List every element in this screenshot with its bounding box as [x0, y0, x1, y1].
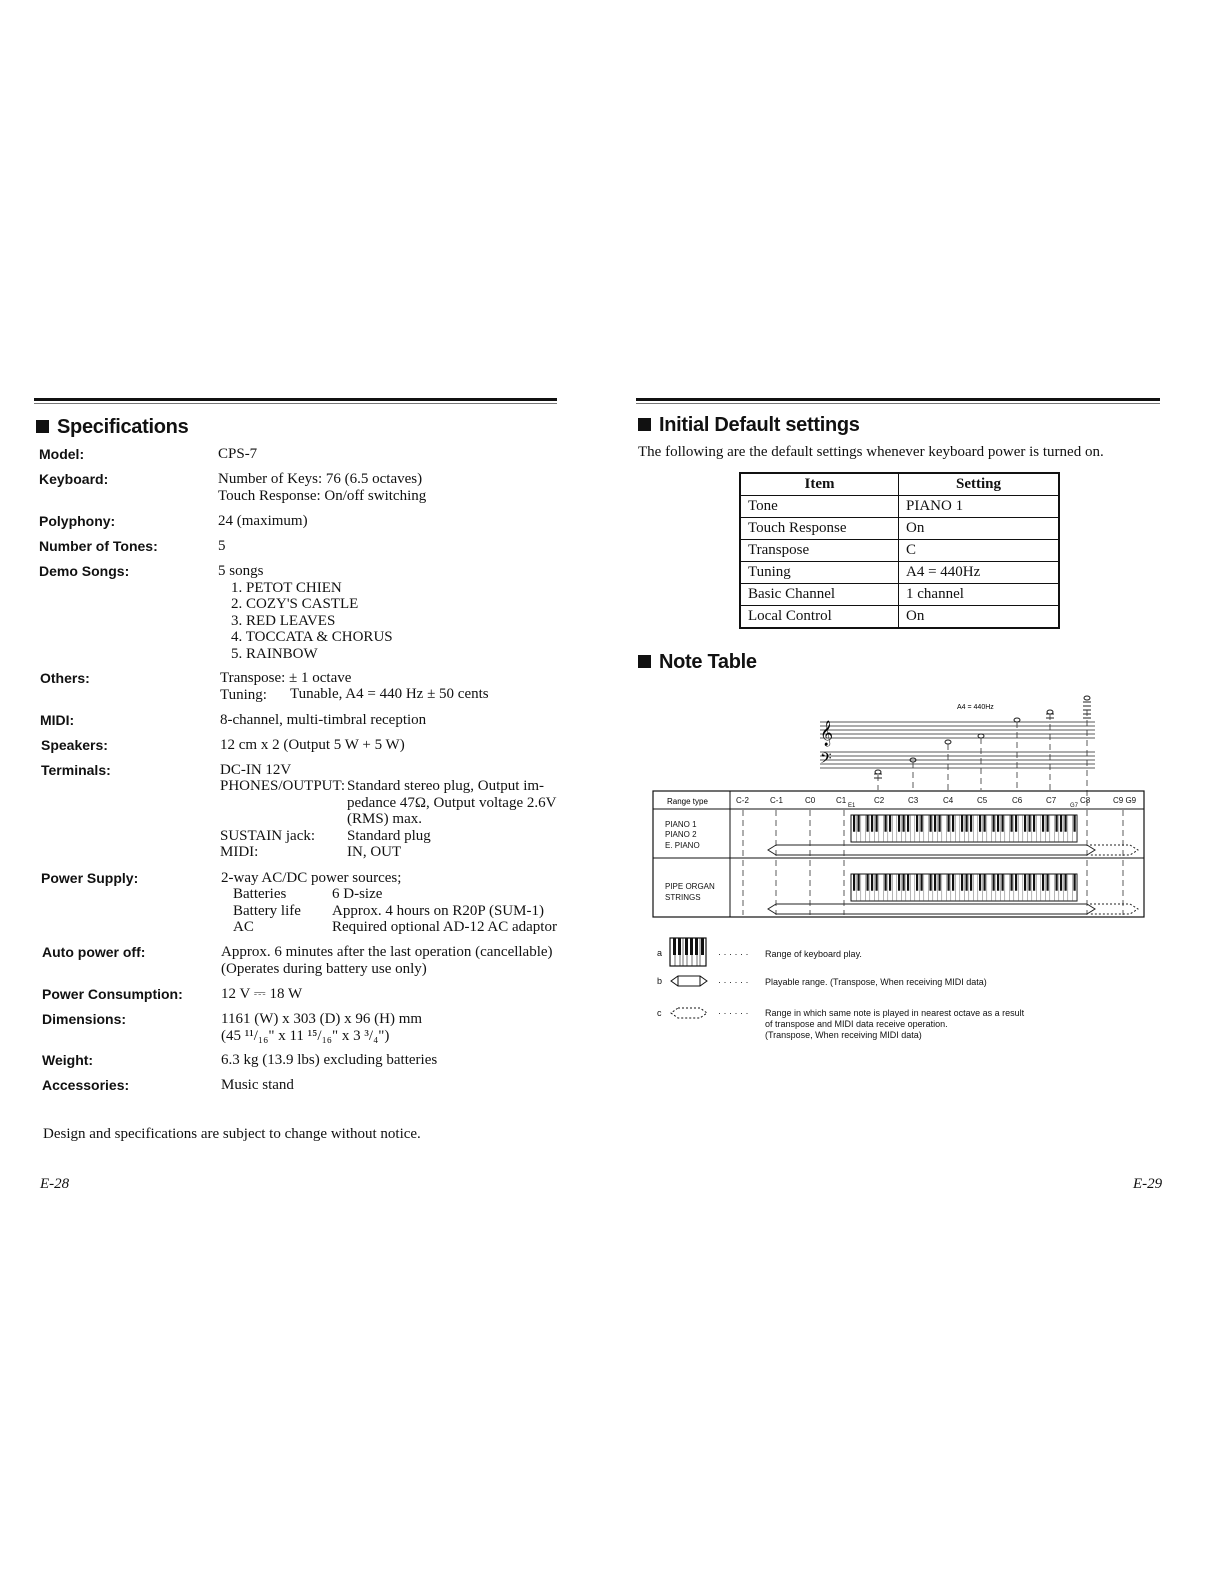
table-cell-setting: 1 channel [899, 584, 1060, 606]
terminals-midi-label: MIDI: [220, 844, 259, 860]
black-key [966, 874, 968, 891]
demo-value: 5 songs 1. PETOT CHIEN 2. COZY'S CASTLE 3. RED LEAVES 4. TOCCATA & CHORUS 5. RAINBOW [218, 563, 393, 662]
black-key [871, 874, 873, 891]
table-row [740, 540, 1059, 562]
note-label: C-1 [770, 796, 783, 805]
terminals-dc: DC-IN 12V [220, 762, 292, 778]
black-key [993, 815, 995, 832]
black-key [921, 874, 923, 891]
black-key [948, 874, 950, 891]
note-label: C6 [1012, 796, 1023, 805]
left-top-rule [34, 398, 557, 401]
group1-label: E. PIANO [665, 841, 700, 850]
black-key [1011, 815, 1013, 832]
black-key [930, 815, 932, 832]
table-cell-setting: On [899, 606, 1060, 629]
black-key [858, 874, 860, 891]
black-key [1056, 874, 1058, 891]
black-key [979, 874, 981, 891]
accessories-value: Music stand [221, 1077, 294, 1093]
black-key [1065, 874, 1067, 891]
table-row [740, 496, 1059, 518]
dimensions-value: 1161 (W) x 303 (D) x 96 (H) mm (45 ¹¹/₁₆" x 11 ¹⁵/₁₆" x 3 ³/₄") [221, 1011, 423, 1044]
black-key [934, 815, 936, 832]
black-key [1002, 815, 1004, 832]
right-top-rule [636, 398, 1160, 401]
black-key [907, 815, 909, 832]
table-cell-setting: A4 = 440Hz [899, 562, 1060, 584]
black-key [1065, 815, 1067, 832]
black-key [916, 815, 918, 832]
black-key [952, 815, 954, 832]
autooff-label: Auto power off: [42, 944, 146, 960]
black-key [984, 874, 986, 891]
black-key [1011, 874, 1013, 891]
treble-clef-icon: 𝄞 [820, 721, 834, 746]
black-key [1015, 874, 1017, 891]
black-key [966, 815, 968, 832]
terminals-phones-label: PHONES/OUTPUT: [220, 778, 346, 794]
group1-label: PIANO 2 [665, 830, 697, 839]
note-label-e1: E1 [848, 803, 856, 809]
table-row [740, 518, 1059, 540]
square-bullet-icon [36, 420, 49, 433]
dimensions-label: Dimensions: [42, 1011, 127, 1027]
legend-text-c: Range in which same note is played in nearest octave as a result of transpose and MIDI data receive operation. (Transpose, When receiving MIDI data) [765, 1008, 1025, 1040]
legend-key-c: c [657, 1008, 662, 1018]
note-table-heading: Note Table [638, 651, 757, 674]
tuning-value: Tunable, A4 = 440 Hz ± 50 cents [290, 686, 489, 702]
legend-dots: · · · · · · [718, 977, 749, 987]
square-bullet-icon [638, 418, 651, 431]
legend-dots: · · · · · · [718, 949, 749, 959]
tones-value: 5 [218, 538, 226, 554]
black-key [921, 815, 923, 832]
black-key [961, 874, 963, 891]
black-key [997, 815, 999, 832]
black-key [916, 874, 918, 891]
black-key [898, 815, 900, 832]
model-label: Model: [39, 446, 85, 462]
table-header-setting: Setting [899, 473, 1060, 496]
table-cell-setting: On [899, 518, 1060, 540]
black-key [871, 815, 873, 832]
table-row [740, 562, 1059, 584]
polyphony-value: 24 (maximum) [218, 513, 308, 529]
terminals-midi-value: IN, OUT [347, 844, 402, 860]
power-label: Power Supply: [41, 870, 139, 886]
black-key [867, 815, 869, 832]
black-key [858, 815, 860, 832]
page-number-left: E-28 [40, 1176, 70, 1192]
black-key [930, 874, 932, 891]
note-label: C7 [1046, 796, 1057, 805]
black-key [885, 874, 887, 891]
table-cell-item: Transpose [740, 540, 899, 562]
group2-label: PIPE ORGAN [665, 882, 715, 891]
note-label: C1 [836, 796, 847, 805]
demo-label: Demo Songs: [39, 563, 130, 579]
black-key [1015, 815, 1017, 832]
consumption-label: Power Consumption: [42, 986, 183, 1002]
black-key [1029, 874, 1031, 891]
page-number-right: E-29 [1133, 1176, 1163, 1192]
black-key [970, 815, 972, 832]
terminals-sustain-label: SUSTAIN jack: [220, 828, 316, 844]
power-rows-values: 6 D-size Approx. 4 hours on R20P (SUM-1) Required optional AD-12 AC adaptor [332, 886, 557, 935]
weight-label: Weight: [42, 1052, 94, 1068]
model-value: CPS-7 [218, 446, 258, 462]
black-key [1056, 815, 1058, 832]
note-label: C4 [943, 796, 954, 805]
note-label: C-2 [736, 796, 749, 805]
black-key [984, 815, 986, 832]
treble-staff [820, 722, 1095, 768]
black-key [961, 815, 963, 832]
black-key [867, 874, 869, 891]
polyphony-label: Polyphony: [39, 513, 116, 529]
note-label: C8 [1080, 796, 1091, 805]
table-row [740, 584, 1059, 606]
table-cell-item: Tone [740, 496, 899, 518]
black-key [853, 874, 855, 891]
tones-label: Number of Tones: [39, 538, 158, 554]
table-cell-item: Touch Response [740, 518, 899, 540]
black-key [1047, 874, 1049, 891]
others-label: Others: [40, 670, 90, 686]
black-key [853, 815, 855, 832]
double-arrow-icon [670, 974, 708, 988]
keyboard-range-organ [851, 874, 1077, 901]
design-note: Design and specifications are subject to change without notice. [43, 1126, 421, 1142]
power-line: 2-way AC/DC power sources; [221, 870, 402, 886]
black-key [934, 874, 936, 891]
note-label: C9 G9 [1113, 796, 1137, 805]
table-cell-item: Local Control [740, 606, 899, 629]
black-key [885, 815, 887, 832]
table-row [740, 606, 1059, 629]
group2-label: STRINGS [665, 893, 701, 902]
black-key [952, 874, 954, 891]
black-key [970, 874, 972, 891]
table-header-row [740, 473, 1059, 496]
black-key [1033, 874, 1035, 891]
legend-dots: · · · · · · [718, 1008, 749, 1018]
black-key [1060, 874, 1062, 891]
speakers-label: Speakers: [41, 737, 108, 753]
keyboard-range-piano [851, 815, 1077, 842]
black-key [979, 815, 981, 832]
black-key [993, 874, 995, 891]
a4-label: A4 = 440Hz [957, 704, 994, 711]
legend-key-b: b [657, 976, 663, 986]
table-cell-setting: PIANO 1 [899, 496, 1060, 518]
black-key [1002, 874, 1004, 891]
octave-range-arrows [1090, 845, 1138, 914]
keyboard-label: Keyboard: [39, 471, 109, 487]
terminals-phones-value: Standard stereo plug, Output im- pedance 47Ω, Output voltage 2.6V (RMS) max. [347, 778, 557, 827]
legend-key-a: a [657, 948, 663, 958]
speakers-value: 12 cm x 2 (Output 5 W + 5 W) [220, 737, 405, 753]
square-bullet-icon [638, 655, 651, 668]
accessories-label: Accessories: [42, 1077, 130, 1093]
black-key [903, 815, 905, 832]
midi-value: 8-channel, multi-timbral reception [220, 712, 427, 728]
group1-label: PIANO 1 [665, 820, 697, 829]
note-label: C3 [908, 796, 919, 805]
table-cell-setting: C [899, 540, 1060, 562]
defaults-heading: Initial Default settings [638, 414, 860, 437]
table-cell-item: Basic Channel [740, 584, 899, 606]
black-key [876, 815, 878, 832]
terminals-sustain-value: Standard plug [347, 828, 431, 844]
note-label-g7: G7 [1070, 803, 1079, 809]
others-value: Transpose: ± 1 octave Tuning: [220, 670, 352, 703]
black-key [1074, 815, 1076, 832]
midi-label: MIDI: [40, 712, 75, 728]
bass-clef-icon: 𝄢 [820, 750, 832, 771]
specifications-heading: Specifications [36, 416, 188, 439]
terminals-label: Terminals: [41, 762, 111, 778]
autooff-value: Approx. 6 minutes after the last operation (cancellable) (Operates during battery use only) [221, 944, 553, 977]
black-key [939, 815, 941, 832]
black-key [939, 874, 941, 891]
power-rows-keys: Batteries Battery life AC [233, 886, 301, 935]
black-key [1042, 874, 1044, 891]
legend-keyboard-icon [669, 937, 707, 967]
black-key [1024, 874, 1026, 891]
defaults-table [739, 472, 1060, 629]
consumption-value: 12 V ⎓ 18 W [221, 986, 303, 1002]
black-key [1060, 815, 1062, 832]
legend-text-a: Range of keyboard play. [765, 949, 862, 959]
black-key [1033, 815, 1035, 832]
weight-value: 6.3 kg (13.9 lbs) excluding batteries [221, 1052, 438, 1068]
note-label: C0 [805, 796, 816, 805]
keyboard-value: Number of Keys: 76 (6.5 octaves) Touch Response: On/off switching [218, 471, 427, 504]
defaults-intro: The following are the default settings whenever keyboard power is turned on. [638, 444, 1104, 460]
black-key [907, 874, 909, 891]
black-key [876, 874, 878, 891]
black-key [1029, 815, 1031, 832]
black-key [948, 815, 950, 832]
black-key [898, 874, 900, 891]
range-type-label: Range type [667, 797, 708, 806]
legend-text-b: Playable range. (Transpose, When receiving MIDI data) [765, 977, 987, 987]
black-key [997, 874, 999, 891]
note-label: C5 [977, 796, 988, 805]
black-key [1074, 874, 1076, 891]
black-key [903, 874, 905, 891]
black-key [889, 874, 891, 891]
table-cell-item: Tuning [740, 562, 899, 584]
black-key [889, 815, 891, 832]
black-key [1047, 815, 1049, 832]
note-label: C2 [874, 796, 885, 805]
black-key [1024, 815, 1026, 832]
dashed-double-arrow-icon [670, 1006, 708, 1020]
table-header-item: Item [740, 473, 899, 496]
note-table-diagram [650, 690, 1150, 925]
black-key [1042, 815, 1044, 832]
